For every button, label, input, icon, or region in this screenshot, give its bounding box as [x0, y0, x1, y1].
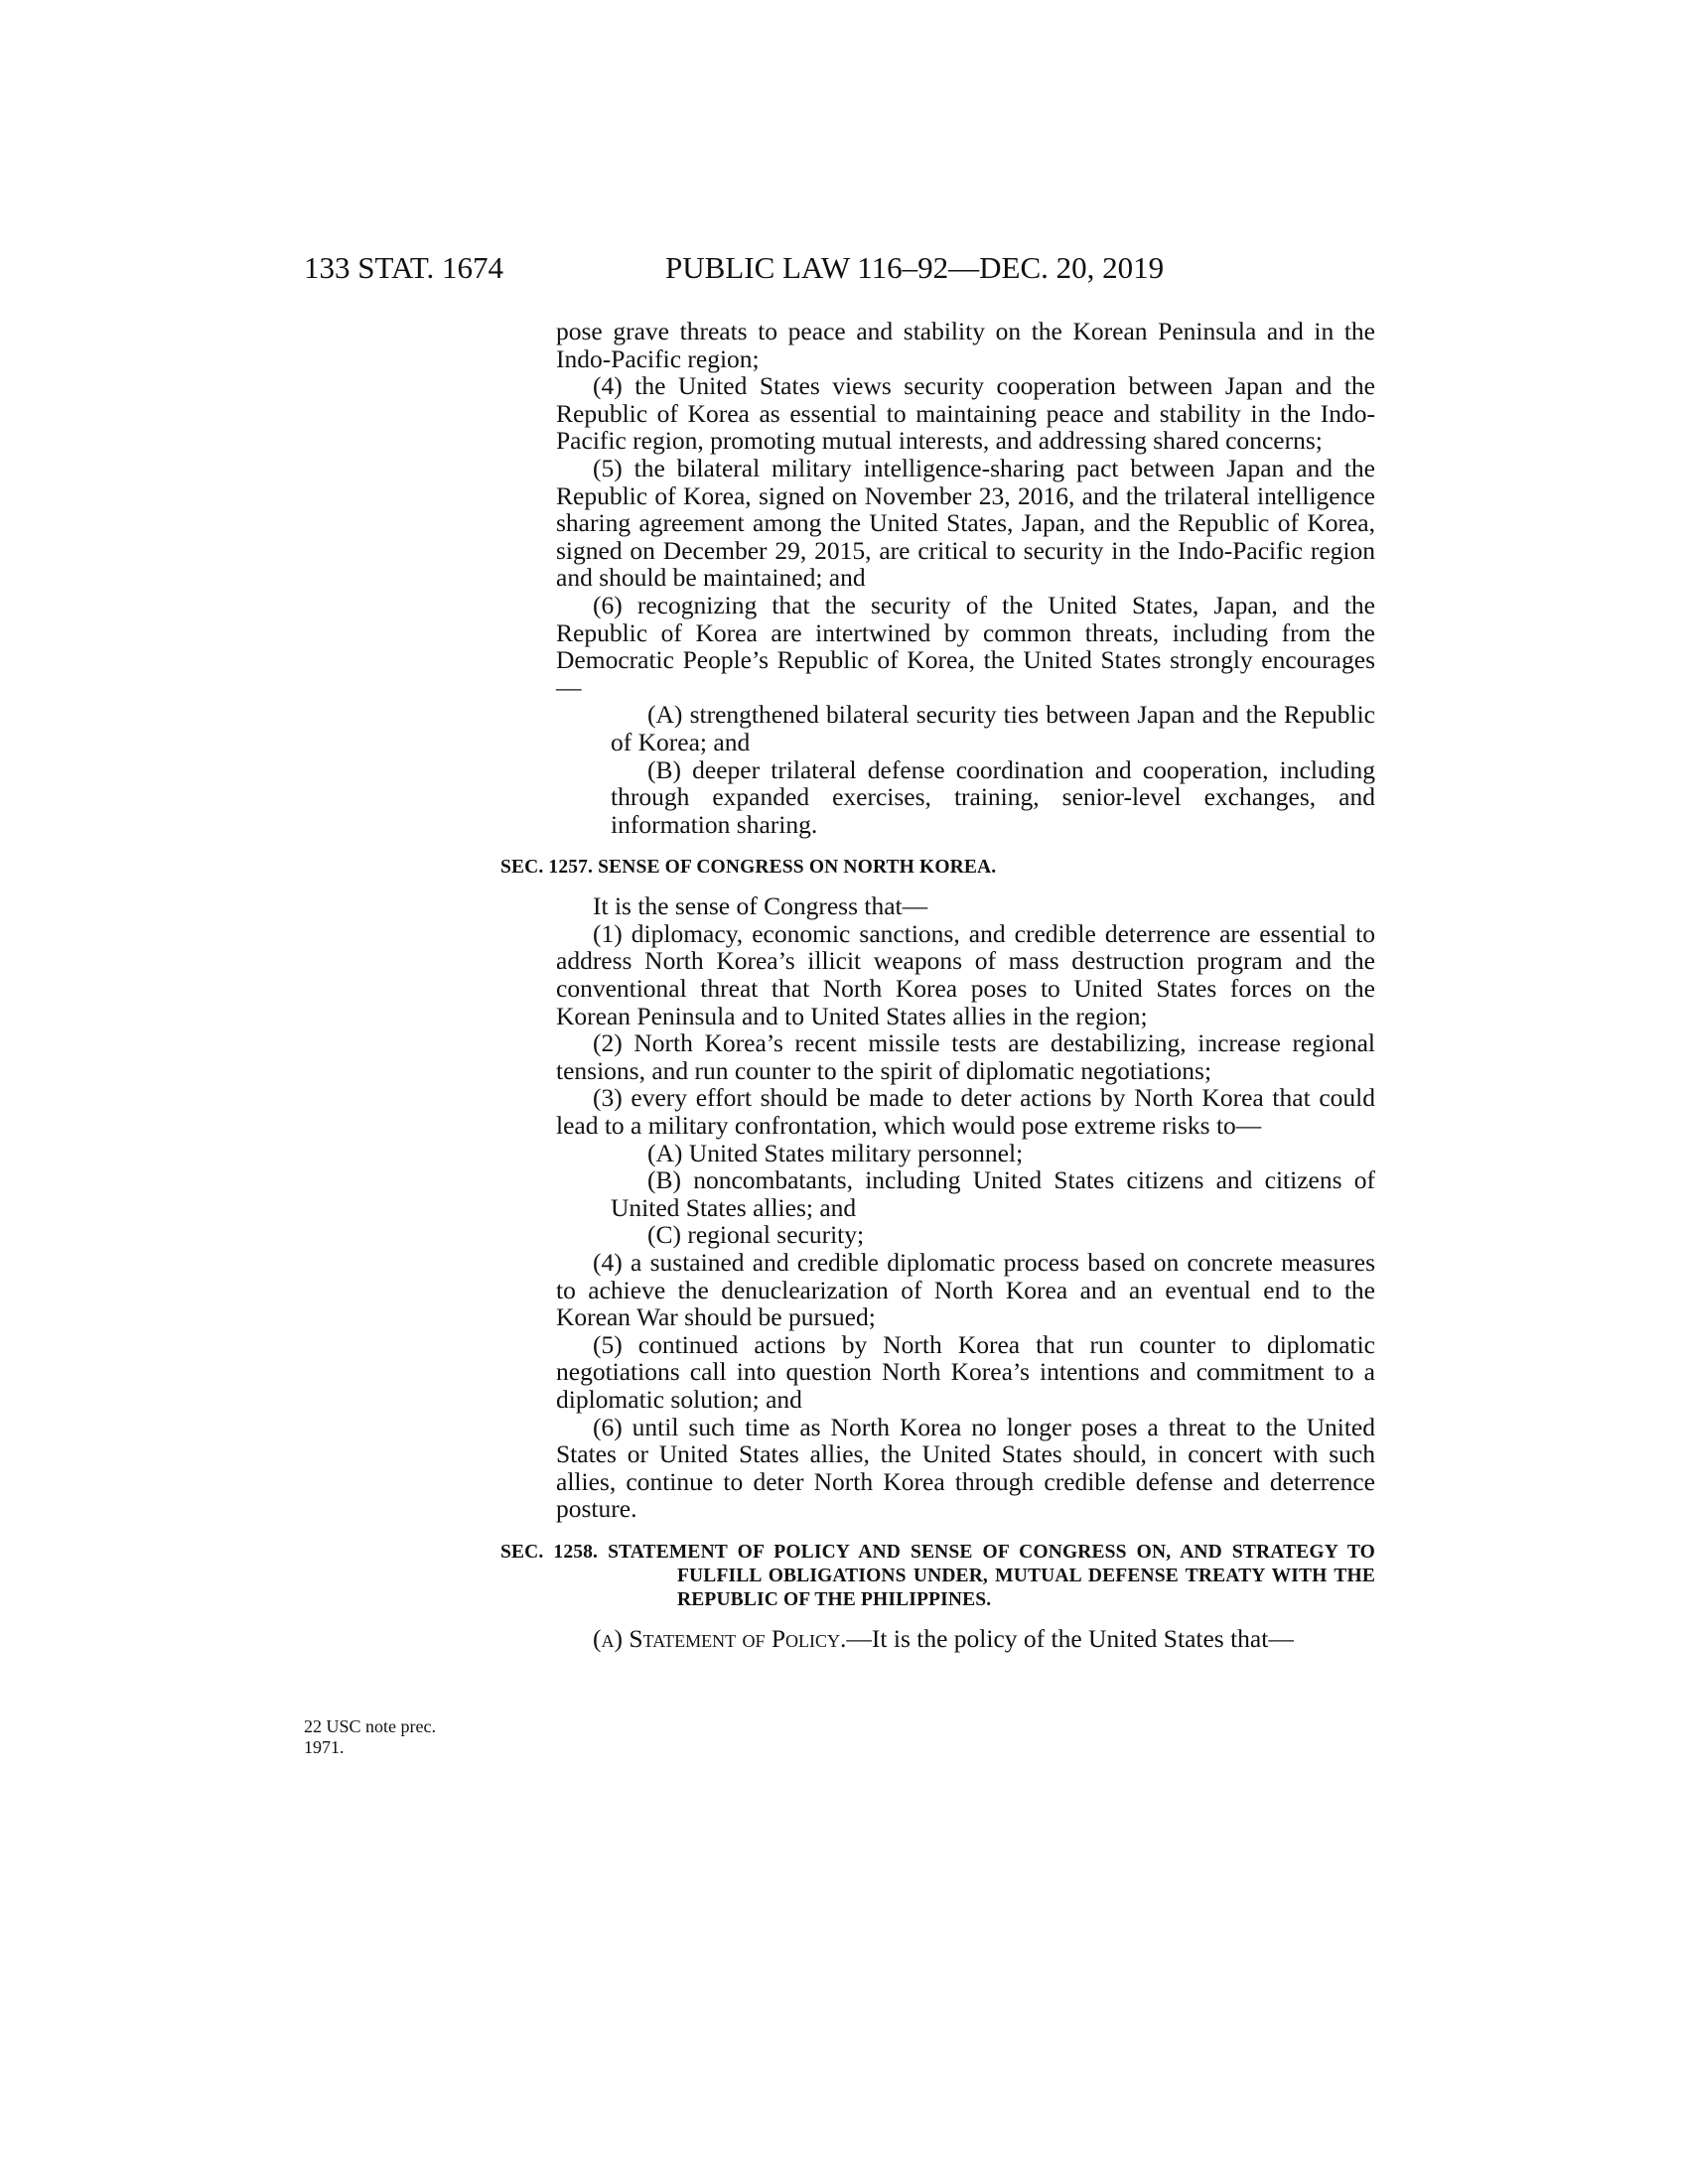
public-law-title: PUBLIC LAW 116–92—DEC. 20, 2019 — [665, 250, 1165, 285]
section-1257-paragraph-1: (1) diplomacy, economic sanctions, and credible deterrence are essential to address North Korea’s illicit weapons of mass destruction program and the conventional threat that North Korea poses to United States forces on the Korean Peninsula and to United States allies in the region; — [556, 918, 1375, 1030]
section-1257-paragraph-2: (2) North Korea’s recent missile tests are destabilizing, increase regional tensions, and run counter to the spirit of diplomatic negotiations; — [556, 1028, 1375, 1085]
section-1257-paragraph-6: (6) until such time as North Korea no longer poses a threat to the United States or United States allies, the United States should, in concert with such allies, continue to deter North Korea through credible defense and deterrence posture. — [556, 1412, 1375, 1524]
paragraph-5: (5) the bilateral military intelligence-sharing pact between Japan and the Republic of Korea, signed on November 23, 2016, and the trilateral intelligence sharing agreement among the United States, Japan, and the Republic of Korea, signed on December 29, 2015, are critical to security in the Indo-Pacific region and should be maintained; and — [556, 453, 1375, 593]
margin-note: 22 USC note prec. 1971. — [304, 1716, 436, 1757]
section-1257-subparagraph-3a: (A) United States military personnel; — [647, 1138, 1024, 1167]
section-1258-heading: SEC. 1258. STATEMENT OF POLICY AND SENSE OF CONGRESS ON, AND STRATEGY TO FULFILL OBLIGATIONS UNDER, MUTUAL DEFENSE TREATY WITH THE REPUBLIC OF THE PHILIPPINES. — [500, 1541, 1375, 1610]
document-body — [500, 317, 1375, 1653]
subparagraph-6a: (A) strengthened bilateral security ties between Japan and the Republic of Korea; and — [611, 700, 1375, 756]
paragraph-4: (4) the United States views security cooperation between Japan and the Republic of Korea as essential to maintaining peace and stability in the Indo-Pacific region, promoting mutual interests, and addressing shared concerns; — [556, 371, 1375, 456]
section-1257-heading: SEC. 1257. SENSE OF CONGRESS ON NORTH KOREA. — [500, 857, 997, 879]
section-1257-subparagraph-3c: (C) regional security; — [647, 1220, 865, 1250]
section-1257-paragraph-4: (4) a sustained and credible diplomatic process based on concrete measures to achieve the denuclearization of North Korea and an eventual end to the Korean War should be pursued; — [556, 1248, 1375, 1332]
paragraph-6: (6) recognizing that the security of the United States, Japan, and the Republic of Korea are intertwined by common threats, including from the Democratic People’s Republic of Korea, the United States strongly encourages— — [556, 590, 1375, 702]
subsection-a-text: —It is the policy of the United States that— — [846, 1623, 1294, 1653]
section-1257-paragraph-5: (5) continued actions by North Korea that run counter to diplomatic negotiations call into question North Korea’s intentions and commitment to a diplomatic solution; and — [556, 1329, 1375, 1414]
section-1257-intro: It is the sense of Congress that— — [593, 891, 928, 921]
continued-paragraph: pose grave threats to peace and stability on the Korean Peninsula and in the Indo-Pacific region; — [556, 317, 1375, 373]
statute-page-reference: 133 STAT. 1674 — [304, 250, 504, 285]
subparagraph-6b: (B) deeper trilateral defense coordination and cooperation, including through expanded exercises, training, senior-level exchanges, and information sharing. — [611, 754, 1375, 839]
section-1258-subsection-a — [556, 1625, 1375, 1653]
subsection-a-label: (a) Statement of Policy. — [593, 1623, 847, 1653]
section-1257-paragraph-3: (3) every effort should be made to deter actions by North Korea that could lead to a military confrontation, which would pose extreme risks to— — [556, 1083, 1375, 1141]
running-header — [0, 250, 1688, 290]
section-1257-subparagraph-3b: (B) noncombatants, including United States citizens and citizens of United States allies; and — [611, 1165, 1375, 1222]
